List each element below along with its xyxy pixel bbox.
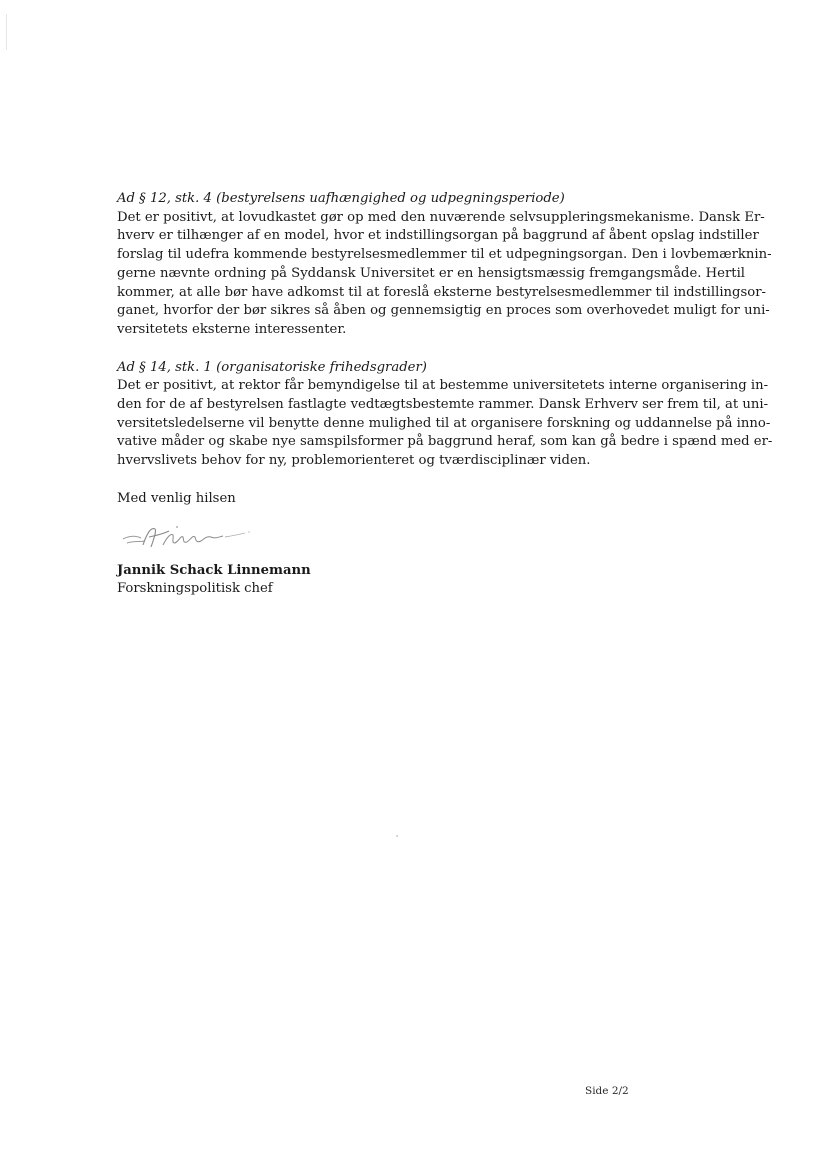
paragraph-line: gerne nævnte ordning på Syddansk Universitet er en hensigtsmæssig fremgangsmåde. Hertil	[117, 265, 746, 281]
paragraph-line: den for de af bestyrelsen fastlagte vedtægtsbestemte rammer. Dansk Erhverv ser frem til, at uni-	[117, 397, 769, 413]
signer-title: Forskningspolitisk chef	[117, 581, 273, 597]
signer-name: Jannik Schack Linnemann	[117, 562, 311, 578]
section-organisering	[117, 359, 773, 471]
closing-greeting: Med venlig hilsen	[117, 490, 236, 506]
paragraph-line: hvervslivets behov for ny, problemorienteret og tværdisciplinær viden.	[117, 453, 591, 469]
letter-body	[117, 190, 773, 599]
paragraph-line: Det er positivt, at rektor får bemyndigelse til at bestemme universitetets interne organisering in-	[117, 378, 769, 394]
section-heading: Ad § 12, stk. 4 (bestyrelsens uafhængighed og udpegningsperiode)	[117, 191, 565, 206]
page-number: Side 2/2	[585, 1085, 629, 1097]
handwritten-signature	[117, 515, 267, 559]
paragraph-line: versitetets eksterne interessenter.	[117, 321, 347, 337]
paragraph-line: forslag til udefra kommende bestyrelsesmedlemmer til et udpegningsorgan. Den i lovbemærknin-	[117, 247, 772, 263]
paragraph-line: versitetsledelserne vil benytte denne mulighed til at organisere forskning og uddannelse på inno-	[117, 415, 771, 431]
scan-edge-mark	[6, 14, 7, 50]
paragraph-line: vative måder og skabe nye samspilsformer på baggrund heraf, som kan gå bedre i spænd med er-	[117, 434, 773, 450]
paragraph-line: hverv er tilhænger af en model, hvor et indstillingsorgan på baggrund af åbent opslag indstiller	[117, 228, 759, 244]
section-heading: Ad § 14, stk. 1 (organisatoriske frihedsgrader)	[117, 359, 427, 375]
section-bestyrelse	[117, 190, 772, 340]
paragraph-line: Det er positivt, at lovudkastet gør op med den nuværende selvsuppleringsmekanisme. Dansk Er-	[117, 209, 765, 225]
scan-speck	[396, 835, 398, 837]
paragraph-line: ganet, hvorfor der bør sikres så åben og gennemsigtig en proces som overhovedet muligt for uni-	[117, 303, 770, 319]
paragraph-line: kommer, at alle bør have adkomst til at foreslå eksterne bestyrelsesmedlemmer til indstillingsor-	[117, 284, 766, 300]
